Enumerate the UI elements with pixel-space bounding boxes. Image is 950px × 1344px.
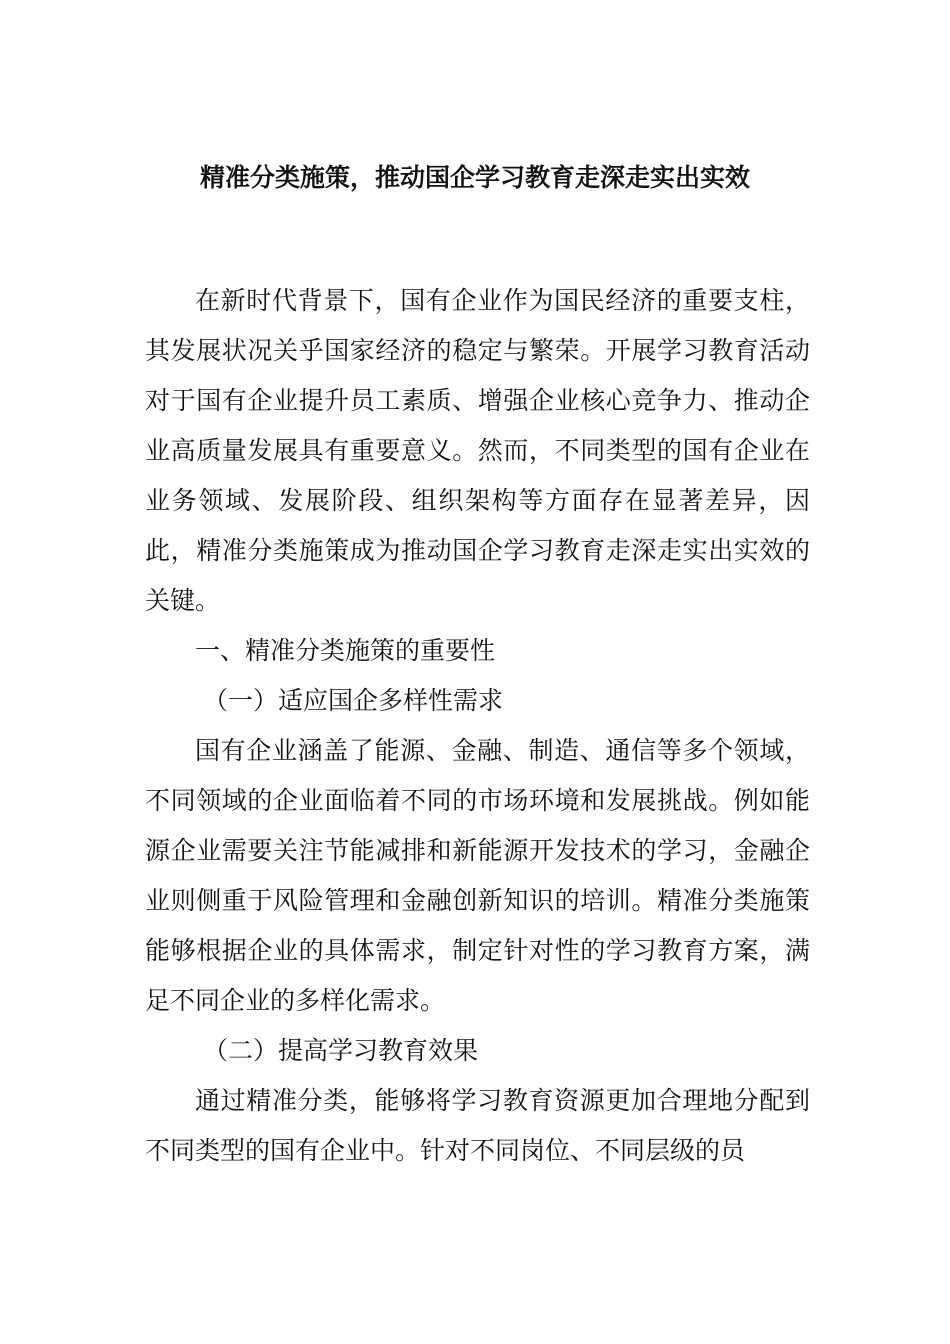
document-body [145,276,810,1176]
document-title: 精准分类施策，推动国企学习教育走深走实出实效 [199,163,750,192]
subsection-paragraph-2: 通过精准分类，能够将学习教育资源更加合理地分配到不同类型的国有企业中。针对不同岗位、不同层级的员 [145,1086,810,1165]
intro-paragraph: 在新时代背景下，国有企业作为国民经济的重要支柱，其发展状况关乎国家经济的稳定与繁荣。开展学习教育活动对于国有企业提升员工素质、增强企业核心竞争力、推动企业高质量发展具有重要意义。然而，不同类型的国有企业在业务领域、发展阶段、组织架构等方面存在显著差异，因此，精准分类施策成为推动国企学习教育走深走实出实效的关键。 [145,286,810,615]
subsection-paragraph-1: 国有企业涵盖了能源、金融、制造、通信等多个领域，不同领域的企业面临着不同的市场环境和发展挑战。例如能源企业需要关注节能减排和新能源开发技术的学习，金融企业则侧重于风险管理和金融创新知识的培训。精准分类施策能够根据企业的具体需求，制定针对性的学习教育方案，满足不同企业的多样化需求。 [145,736,810,1015]
subsection-heading-1: （一）适应国企多样性需求 [203,686,504,715]
section-heading-1: 一、精准分类施策的重要性 [195,636,496,665]
subsection-heading-2: （二）提高学习教育效果 [203,1036,479,1065]
